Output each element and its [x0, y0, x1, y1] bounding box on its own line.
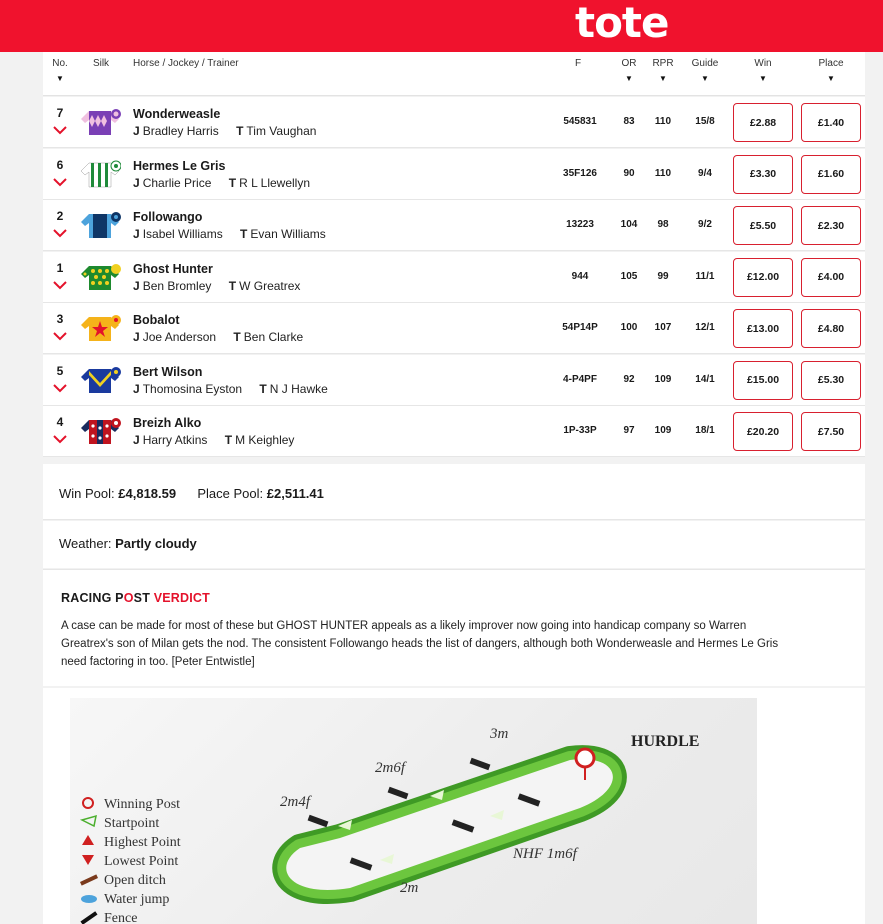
horse-name[interactable]: Bert Wilson	[133, 364, 203, 379]
sort-arrow-icon: ▼	[56, 74, 64, 83]
header-win[interactable]: Win ▼	[752, 58, 774, 83]
runner-guide: 18/1	[695, 425, 715, 436]
runner-form: 545831	[563, 116, 597, 127]
runner-number: 6	[56, 157, 64, 172]
distance-label-2m4f: 2m4f	[280, 794, 310, 810]
fence-icon	[308, 815, 329, 827]
chevron-down-icon[interactable]	[52, 280, 68, 290]
course-type-label: HURDLE	[631, 733, 700, 750]
win-odds-button[interactable]: £20.20	[733, 412, 793, 451]
header-guide[interactable]: Guide ▼	[688, 58, 722, 83]
trainer-name[interactable]: Evan Williams	[250, 227, 326, 241]
horse-name[interactable]: Bobalot	[133, 313, 180, 327]
jockey-trainer	[133, 124, 316, 138]
place-odds-button[interactable]: £5.30	[801, 361, 861, 400]
runner-number: 5	[56, 363, 64, 378]
jockey-name[interactable]: Isabel Williams	[142, 227, 223, 241]
runner-or: 105	[620, 270, 638, 282]
win-odds-button[interactable]: £3.30	[733, 155, 793, 194]
verdict-text: A case can be made for most of these but GHOST HUNTER appeals as a likely improver now going into handicap company so Warren Greatrex's son of Milan gets the nod. The consistent Followango heads the list of dangers, although both Wonderweasle and Hermes Le Gris need factoring in too. [Peter Entwistle]	[61, 620, 779, 668]
horse-name[interactable]: Wonderweasle	[133, 107, 221, 121]
runner-row	[43, 97, 865, 148]
header-rpr[interactable]: RPR ▼	[652, 58, 674, 83]
runner-form: 944	[571, 270, 589, 282]
jockey-prefix: J	[133, 278, 140, 293]
silk-icon	[79, 210, 121, 240]
jockey-prefix: J	[133, 227, 140, 241]
horse-name[interactable]: Ghost Hunter	[133, 261, 213, 276]
legend-open-ditch: Open ditch	[104, 873, 166, 888]
jockey-trainer	[133, 330, 303, 344]
runner-rpr: 110	[654, 116, 672, 127]
jockey-trainer	[133, 227, 326, 241]
jockey-prefix: J	[133, 433, 140, 447]
trainer-prefix: T	[233, 330, 241, 344]
runner-row	[43, 406, 865, 457]
place-odds-button[interactable]: £1.40	[801, 103, 861, 142]
legend-winning-post: Winning Post	[104, 797, 181, 812]
chevron-down-icon[interactable]	[52, 434, 68, 444]
win-odds-button[interactable]: £12.00	[733, 258, 793, 297]
header-no[interactable]: No. ▼	[52, 58, 68, 83]
win-odds-button[interactable]: £13.00	[733, 309, 793, 348]
lowest-point-icon	[82, 855, 94, 865]
racing-post-verdict	[43, 569, 865, 686]
chevron-down-icon[interactable]	[52, 177, 68, 187]
fence-legend-icon	[80, 911, 97, 924]
silk-icon	[79, 416, 121, 446]
distance-label-2m6f: 2m6f	[375, 760, 405, 776]
runner-form: 54P14P	[562, 322, 598, 333]
distance-label-2m: 2m	[400, 880, 419, 896]
jockey-name[interactable]: Thomosina Eyston	[142, 381, 243, 396]
runner-rpr: 109	[654, 425, 672, 436]
jockey-trainer	[133, 176, 310, 190]
place-odds-button[interactable]: £4.00	[801, 258, 861, 297]
horse-name[interactable]: Hermes Le Gris	[133, 158, 226, 173]
pools-bar	[43, 464, 865, 520]
runner-or: 100	[620, 322, 638, 333]
place-odds-button[interactable]: £4.80	[801, 309, 861, 348]
distance-label-3m: 3m	[490, 726, 509, 742]
startpoint-legend-icon	[82, 816, 96, 826]
horse-name[interactable]: Breizh Alko	[133, 416, 202, 430]
runner-rpr: 109	[654, 373, 672, 385]
runner-row	[43, 355, 865, 406]
runner-guide: 9/4	[698, 167, 712, 179]
runner-guide: 15/8	[695, 116, 715, 127]
runner-or: 97	[623, 425, 635, 436]
runner-rpr: 110	[654, 167, 672, 179]
runner-row	[43, 252, 865, 303]
open-ditch-icon	[80, 874, 98, 885]
win-pool-label: Win Pool:	[59, 486, 115, 501]
jockey-trainer	[133, 382, 328, 396]
water-jump-icon	[81, 895, 97, 903]
jockey-prefix: J	[133, 330, 140, 344]
jockey-prefix: J	[133, 175, 140, 190]
runners-table-header	[43, 52, 865, 96]
trainer-name[interactable]: W Greatrex	[239, 278, 301, 293]
runner-guide: 12/1	[695, 322, 715, 333]
runner-or: 92	[623, 373, 635, 385]
win-odds-button[interactable]: £5.50	[733, 206, 793, 245]
place-pool-value: £2,511.41	[266, 486, 324, 501]
jockey-name[interactable]: Harry Atkins	[142, 433, 208, 447]
tote-header-bar	[0, 0, 883, 52]
header-or[interactable]: OR ▼	[619, 58, 639, 83]
jockey-name[interactable]: Bradley Harris	[142, 124, 219, 138]
sort-arrow-icon: ▼	[827, 74, 835, 83]
runner-guide: 14/1	[695, 373, 715, 385]
silk-icon	[79, 365, 121, 395]
runner-row	[43, 149, 865, 200]
place-odds-button[interactable]: £7.50	[801, 412, 861, 451]
jockey-name[interactable]: Joe Anderson	[142, 330, 217, 344]
trainer-prefix: T	[224, 433, 233, 447]
trainer-prefix: T	[228, 175, 237, 190]
header-silk: Silk	[92, 58, 110, 69]
sort-arrow-icon: ▼	[659, 74, 667, 83]
chevron-down-icon[interactable]	[52, 228, 68, 238]
runner-form: 13223	[566, 219, 594, 230]
winning-post-icon	[576, 749, 594, 767]
runner-guide: 9/2	[698, 219, 712, 230]
jockey-trainer	[133, 279, 300, 293]
jockey-name[interactable]: Ben Bromley	[142, 278, 212, 293]
legend-water-jump: Water jump	[104, 892, 170, 907]
runner-guide: 11/1	[695, 270, 715, 282]
weather-value: Partly cloudy	[115, 536, 197, 551]
chevron-down-icon[interactable]	[52, 383, 68, 393]
winning-post-legend-icon	[83, 798, 93, 808]
runner-rpr: 98	[657, 219, 669, 230]
trainer-name[interactable]: N J Hawke	[269, 381, 328, 396]
highest-point-icon	[82, 835, 94, 845]
runner-number: 2	[56, 209, 64, 223]
sort-arrow-icon: ▼	[625, 74, 633, 83]
chevron-down-icon[interactable]	[52, 125, 68, 135]
runner-or: 83	[623, 116, 635, 127]
silk-icon	[79, 107, 121, 137]
runner-form: 1P-33P	[563, 425, 597, 436]
course-map-panel	[43, 688, 865, 924]
course-map	[70, 698, 757, 924]
runner-row	[43, 303, 865, 354]
runner-rpr: 99	[657, 270, 669, 282]
place-odds-button[interactable]: £1.60	[801, 155, 861, 194]
win-odds-button[interactable]: £2.88	[733, 103, 793, 142]
trainer-name[interactable]: R L Llewellyn	[239, 175, 310, 190]
chevron-down-icon[interactable]	[52, 331, 68, 341]
silk-icon	[79, 313, 121, 343]
runner-form: 35F126	[563, 167, 597, 179]
header-form: F	[574, 58, 582, 69]
legend-startpoint: Startpoint	[104, 816, 160, 831]
weather-label: Weather:	[59, 536, 112, 551]
tote-logo[interactable]: tote	[575, 0, 669, 47]
runner-number: 4	[56, 415, 64, 429]
horse-name[interactable]: Followango	[133, 210, 203, 224]
runner-row	[43, 200, 865, 251]
runner-or: 104	[620, 219, 638, 230]
weather-bar	[43, 521, 865, 568]
header-horse: Horse / Jockey / Trainer	[133, 58, 239, 69]
legend-highest-point: Highest Point	[104, 835, 181, 850]
legend-lowest-point: Lowest Point	[104, 854, 179, 869]
sort-arrow-icon: ▼	[759, 74, 767, 83]
trainer-name[interactable]: Ben Clarke	[243, 330, 304, 344]
trainer-name[interactable]: M Keighley	[235, 433, 295, 447]
sort-arrow-icon: ▼	[701, 74, 709, 83]
place-pool-label: Place Pool:	[197, 486, 264, 501]
runner-form: 4-P4PF	[563, 373, 597, 385]
silk-icon	[79, 262, 121, 292]
jockey-trainer	[133, 433, 294, 447]
place-odds-button[interactable]: £2.30	[801, 206, 861, 245]
jockey-name[interactable]: Charlie Price	[142, 175, 212, 190]
win-pool-value: £4,818.59	[118, 486, 177, 501]
fence-icon	[388, 787, 409, 799]
jockey-prefix: J	[133, 381, 140, 396]
header-place[interactable]: Place ▼	[816, 58, 846, 83]
silk-icon	[79, 159, 121, 189]
fence-icon	[470, 758, 491, 770]
win-odds-button[interactable]: £15.00	[733, 361, 793, 400]
legend-fence: Fence	[104, 911, 138, 924]
course-map-graphic	[70, 698, 757, 924]
runner-or: 90	[623, 167, 635, 179]
verdict-title: RACING POST VERDICT	[61, 591, 210, 605]
runner-rpr: 107	[654, 322, 672, 333]
jockey-prefix: J	[133, 124, 140, 138]
runner-number: 3	[56, 312, 64, 326]
trainer-prefix: T	[236, 124, 244, 138]
trainer-prefix: T	[259, 381, 267, 396]
distance-label-nhf: NHF 1m6f	[513, 846, 577, 862]
trainer-prefix: T	[228, 278, 237, 293]
trainer-prefix: T	[240, 227, 248, 241]
runner-number: 7	[56, 106, 64, 120]
trainer-name[interactable]: Tim Vaughan	[246, 124, 317, 138]
runner-number: 1	[56, 260, 64, 275]
